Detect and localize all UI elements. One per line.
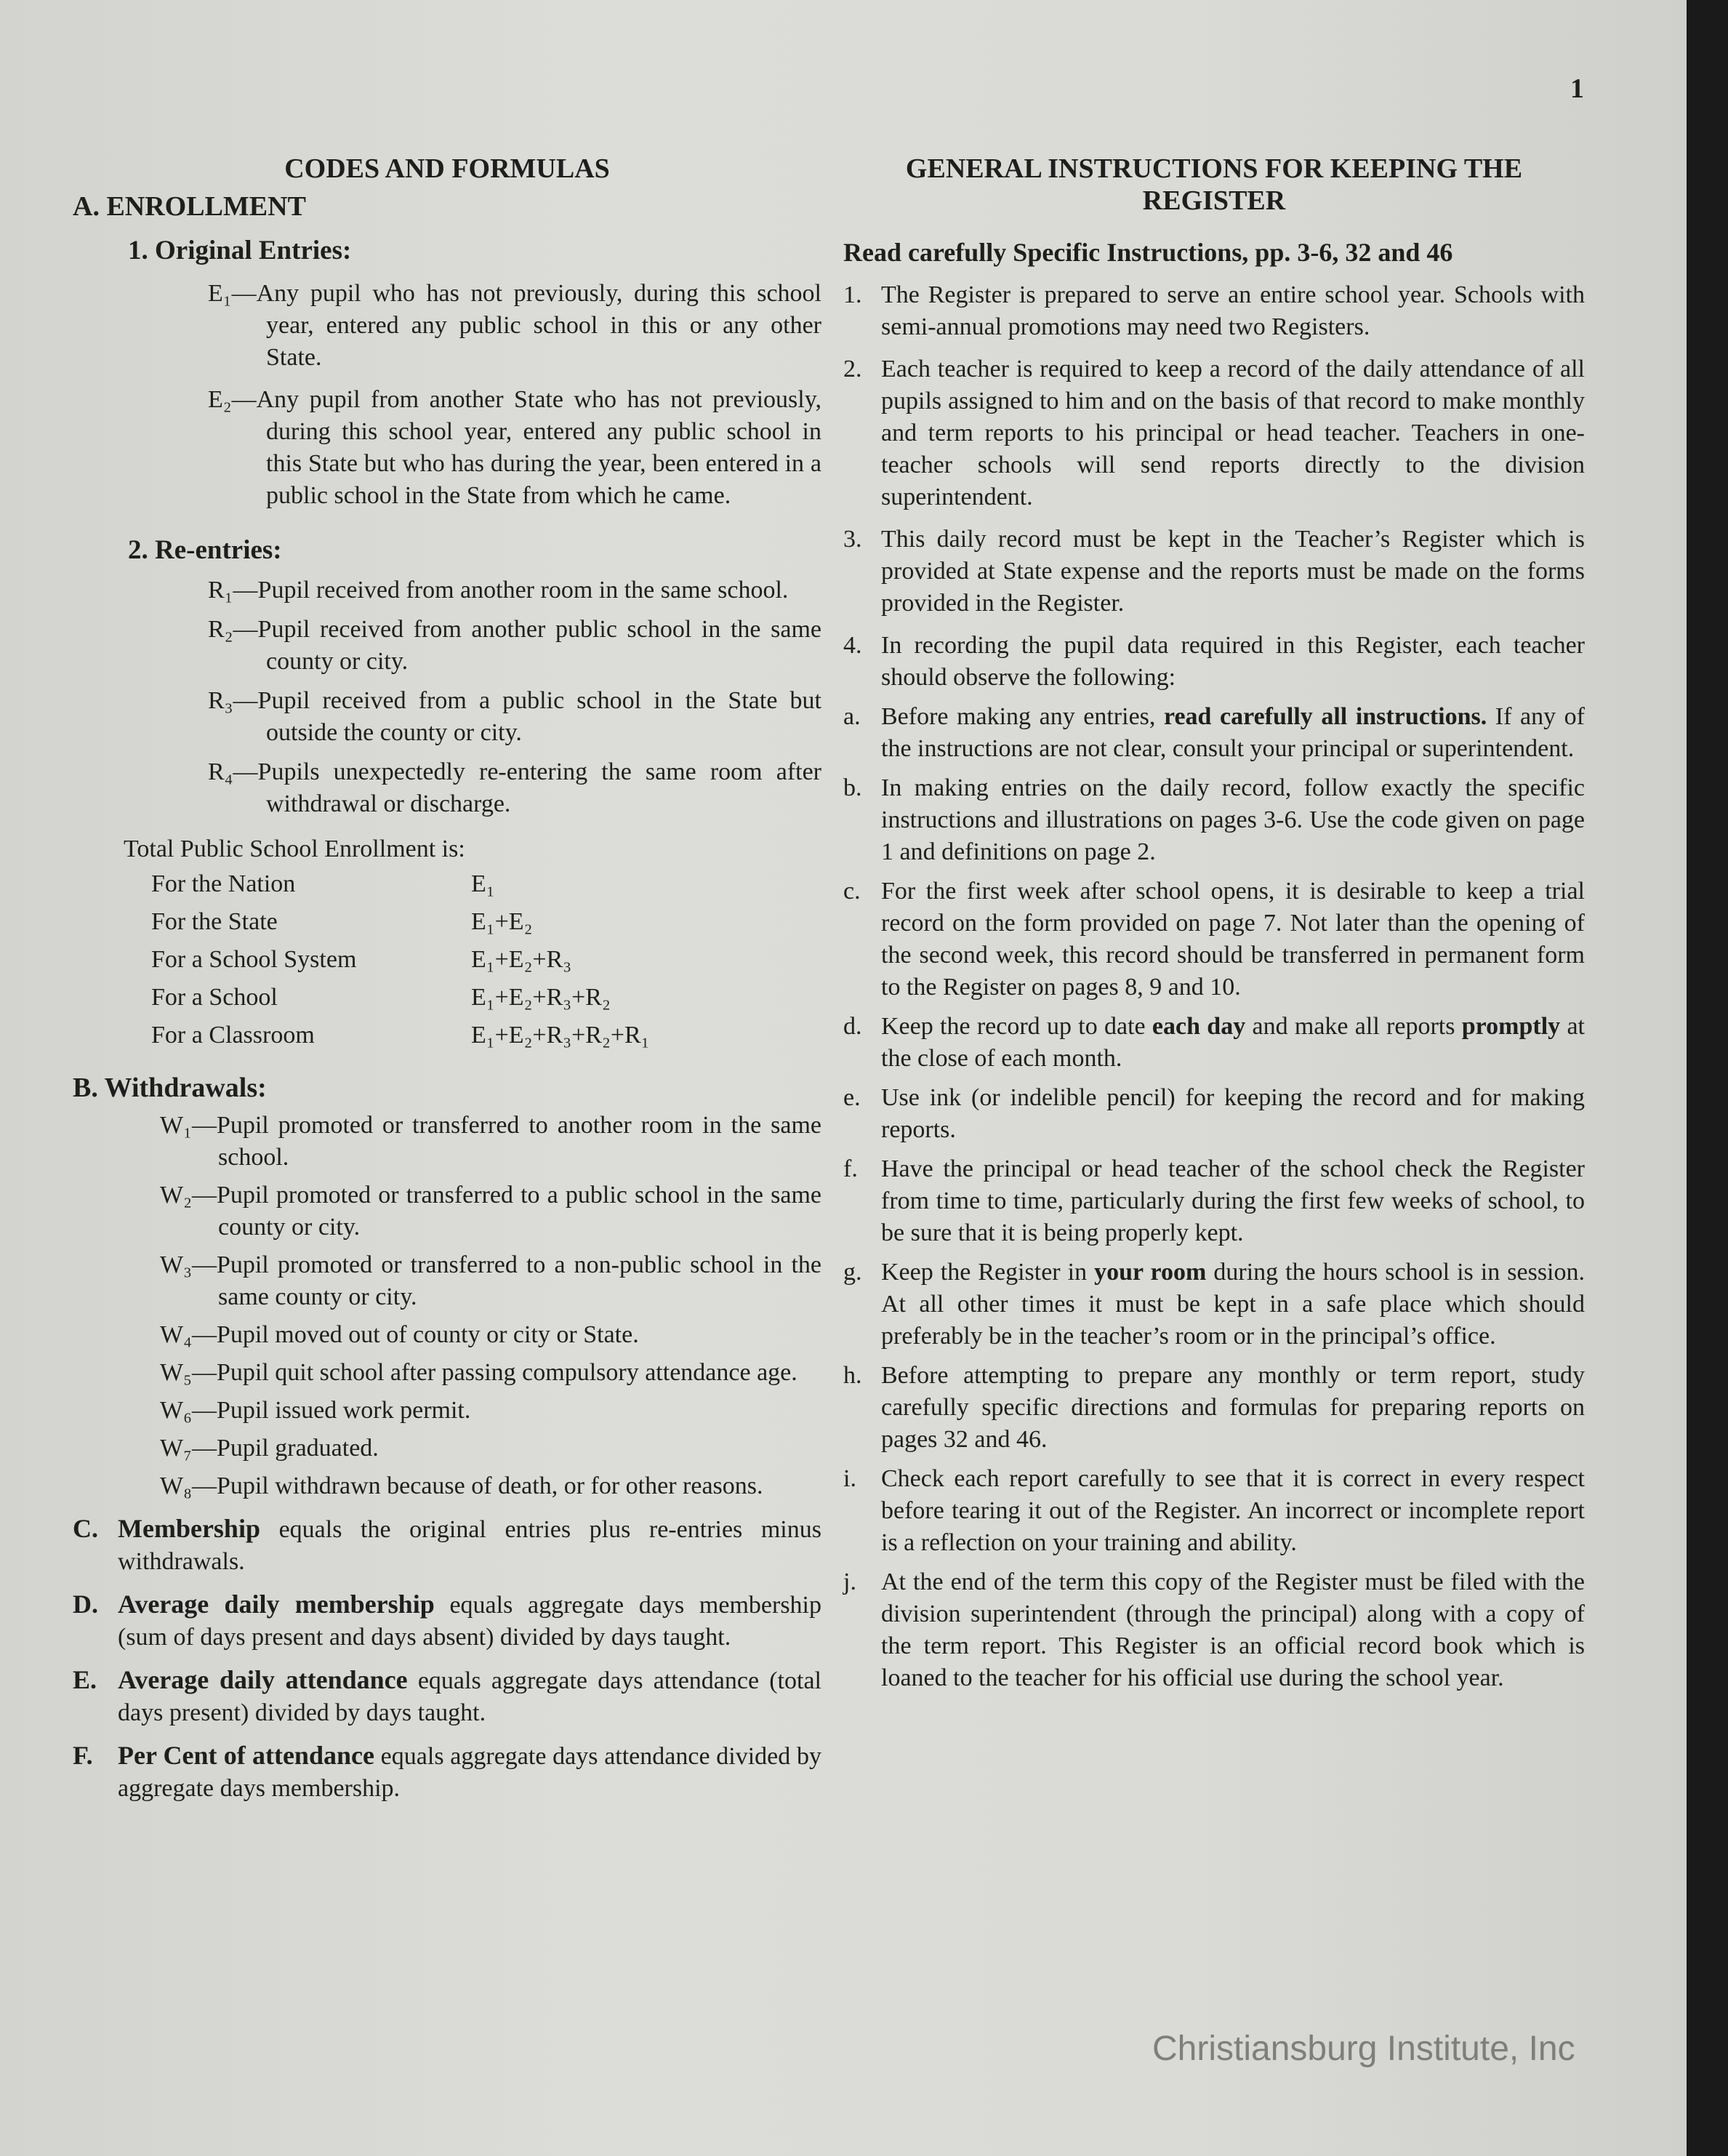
code-r1: R₁—Pupil received from another room in the same school. (208, 577, 789, 604)
formula-row (73, 865, 821, 903)
code-w8: W₈—Pupil withdrawn because of death, or for other reasons. (160, 1472, 763, 1499)
instruction-f: f. Have the principal or head teacher of the school check the Register from time to time, particularly during the first few weeks of school, to be sure that it is being properly kept. (843, 1155, 1585, 1246)
definition-membership: C. Membership equals the original entries plus re-entries minus withdrawals. (73, 1514, 821, 1575)
formula-row (73, 941, 821, 979)
page-number: 1 (1570, 73, 1584, 104)
instruction-a: a. Before making any entries, read carefully all instructions. If any of the instructions are not clear, consult your principal or superintendent. (843, 703, 1585, 762)
enrollment-heading: A. ENROLLMENT (73, 191, 306, 222)
definition-average-daily-membership: D. Average daily membership equals aggregate days membership (sum of days present and days absent) divided by days taught. (73, 1590, 821, 1651)
code-e2: E₂—Any pupil from another State who has not previously, during this school year, entered any public school in this State but who has during the year, been entered in a public school in the State from which he came. (208, 386, 821, 509)
definition-per-cent-attendance: F. Per Cent of attendance equals aggregate days attendance divided by aggregate days membership. (73, 1741, 821, 1802)
definition-average-daily-attendance: E. Average daily attendance equals aggregate days attendance (total days present) divided by days taught. (73, 1665, 821, 1726)
withdrawals-heading: B. Withdrawals: (73, 1073, 267, 1103)
instructions-heading: GENERAL INSTRUCTIONS FOR KEEPING THE REGISTER (905, 153, 1523, 216)
formula-row (73, 903, 821, 941)
code-r2: R₂—Pupil received from another public school in the same county or city. (208, 616, 821, 675)
formula-row (73, 979, 821, 1017)
instruction-d: d. Keep the record up to date each day and make all reports promptly at the close of each month. (843, 1013, 1585, 1072)
reentries-heading: 2. Re-entries: (128, 535, 282, 565)
codes-and-formulas-column (73, 145, 821, 1805)
instruction-h: h. Before attempting to prepare any monthly or term report, study carefully specific directions and formulas for preparing reports on pages 32 and 46. (843, 1362, 1585, 1453)
formula-label: For the State (151, 908, 278, 935)
code-r3: R₃—Pupil received from a public school in the State but outside the county or city. (208, 687, 821, 746)
read-carefully-note: Read carefully Specific Instructions, pp. 3-6, 32 and 46 (843, 238, 1453, 267)
codes-heading: CODES AND FORMULAS (284, 153, 610, 184)
code-w7: W₇—Pupil graduated. (160, 1435, 379, 1462)
code-w3: W₃—Pupil promoted or transferred to a non-public school in the same county or city. (160, 1251, 821, 1310)
formula-row (73, 1017, 821, 1054)
general-instructions-column (843, 145, 1585, 1694)
code-w4: W₄—Pupil moved out of county or city or State. (160, 1321, 639, 1348)
instruction-1: 1. The Register is prepared to serve an entire school year. Schools with semi-annual promotions may need two Registers. (843, 281, 1585, 340)
formula-label: For a School (151, 984, 278, 1011)
formula-value: E₁ (471, 870, 495, 897)
instruction-g: g. Keep the Register in your room during the hours school is in session. At all other times it must be kept in a safe place which should preferably be in the teacher’s room or in the principal’s office. (843, 1259, 1586, 1350)
formula-label: For the Nation (151, 870, 296, 897)
formula-value: E₁+E₂ (471, 908, 533, 935)
formula-value: E₁+E₂+R₃+R₂ (471, 984, 611, 1011)
instruction-3: 3. This daily record must be kept in the Teacher’s Register which is provided at State expense and the reports must be made on the forms provided in the Register. (843, 526, 1585, 617)
instruction-i: i. Check each report carefully to see that it is correct in every respect before tearing it out of the Register. An incorrect or incomplete report is a reflection on your training and ability. (843, 1465, 1585, 1556)
code-w2: W₂—Pupil promoted or transferred to a public school in the same county or city. (160, 1182, 821, 1241)
original-entries-heading: 1. Original Entries: (128, 236, 352, 265)
formula-value: E₁+E₂+R₃+R₂+R₁ (471, 1022, 650, 1049)
instruction-c: c. For the first week after school opens, it is desirable to keep a trial record on the form provided on page 7. Not later than the opening of the second week, this record should be transferred in permanent form to the Register on pages 8, 9 and 10. (843, 878, 1585, 1001)
code-e1: E₁—Any pupil who has not previously, during this school year, entered any public school in this or any other State. (208, 280, 821, 371)
formula-label: For a School System (151, 946, 357, 973)
instruction-2: 2. Each teacher is required to keep a record of the daily attendance of all pupils assigned to him and on the basis of that record to make monthly and term reports to his principal or head teacher. Teachers in one-teacher schools will send reports directly to the division superintendent. (843, 356, 1585, 510)
code-w5: W₅—Pupil quit school after passing compulsory attendance age. (160, 1359, 797, 1386)
formula-label: For a Classroom (151, 1022, 315, 1049)
instruction-e: e. Use ink (or indelible pencil) for keeping the record and for making reports. (843, 1084, 1585, 1143)
watermark: Christiansburg Institute, Inc (1152, 2029, 1575, 2068)
instruction-4: 4. In recording the pupil data required in this Register, each teacher should observe the following: (843, 632, 1585, 691)
formula-value: E₁+E₂+R₃ (471, 946, 572, 973)
code-w1: W₁—Pupil promoted or transferred to another room in the same school. (160, 1112, 821, 1171)
instruction-j: j. At the end of the term this copy of the Register must be filed with the division superintendent (through the principal) along with a copy of the term report. This Register is an official record book which is loaned to the teacher for his official use during the school year. (843, 1568, 1585, 1691)
instruction-b: b. In making entries on the daily record, follow exactly the specific instructions and illustrations on pages 3-6. Use the code given on page 1 and definitions on page 2. (843, 774, 1585, 865)
total-enrollment-title: Total Public School Enrollment is: (124, 835, 465, 862)
code-w6: W₆—Pupil issued work permit. (160, 1397, 471, 1424)
code-r4: R₄—Pupils unexpectedly re-entering the same room after withdrawal or discharge. (208, 758, 821, 817)
